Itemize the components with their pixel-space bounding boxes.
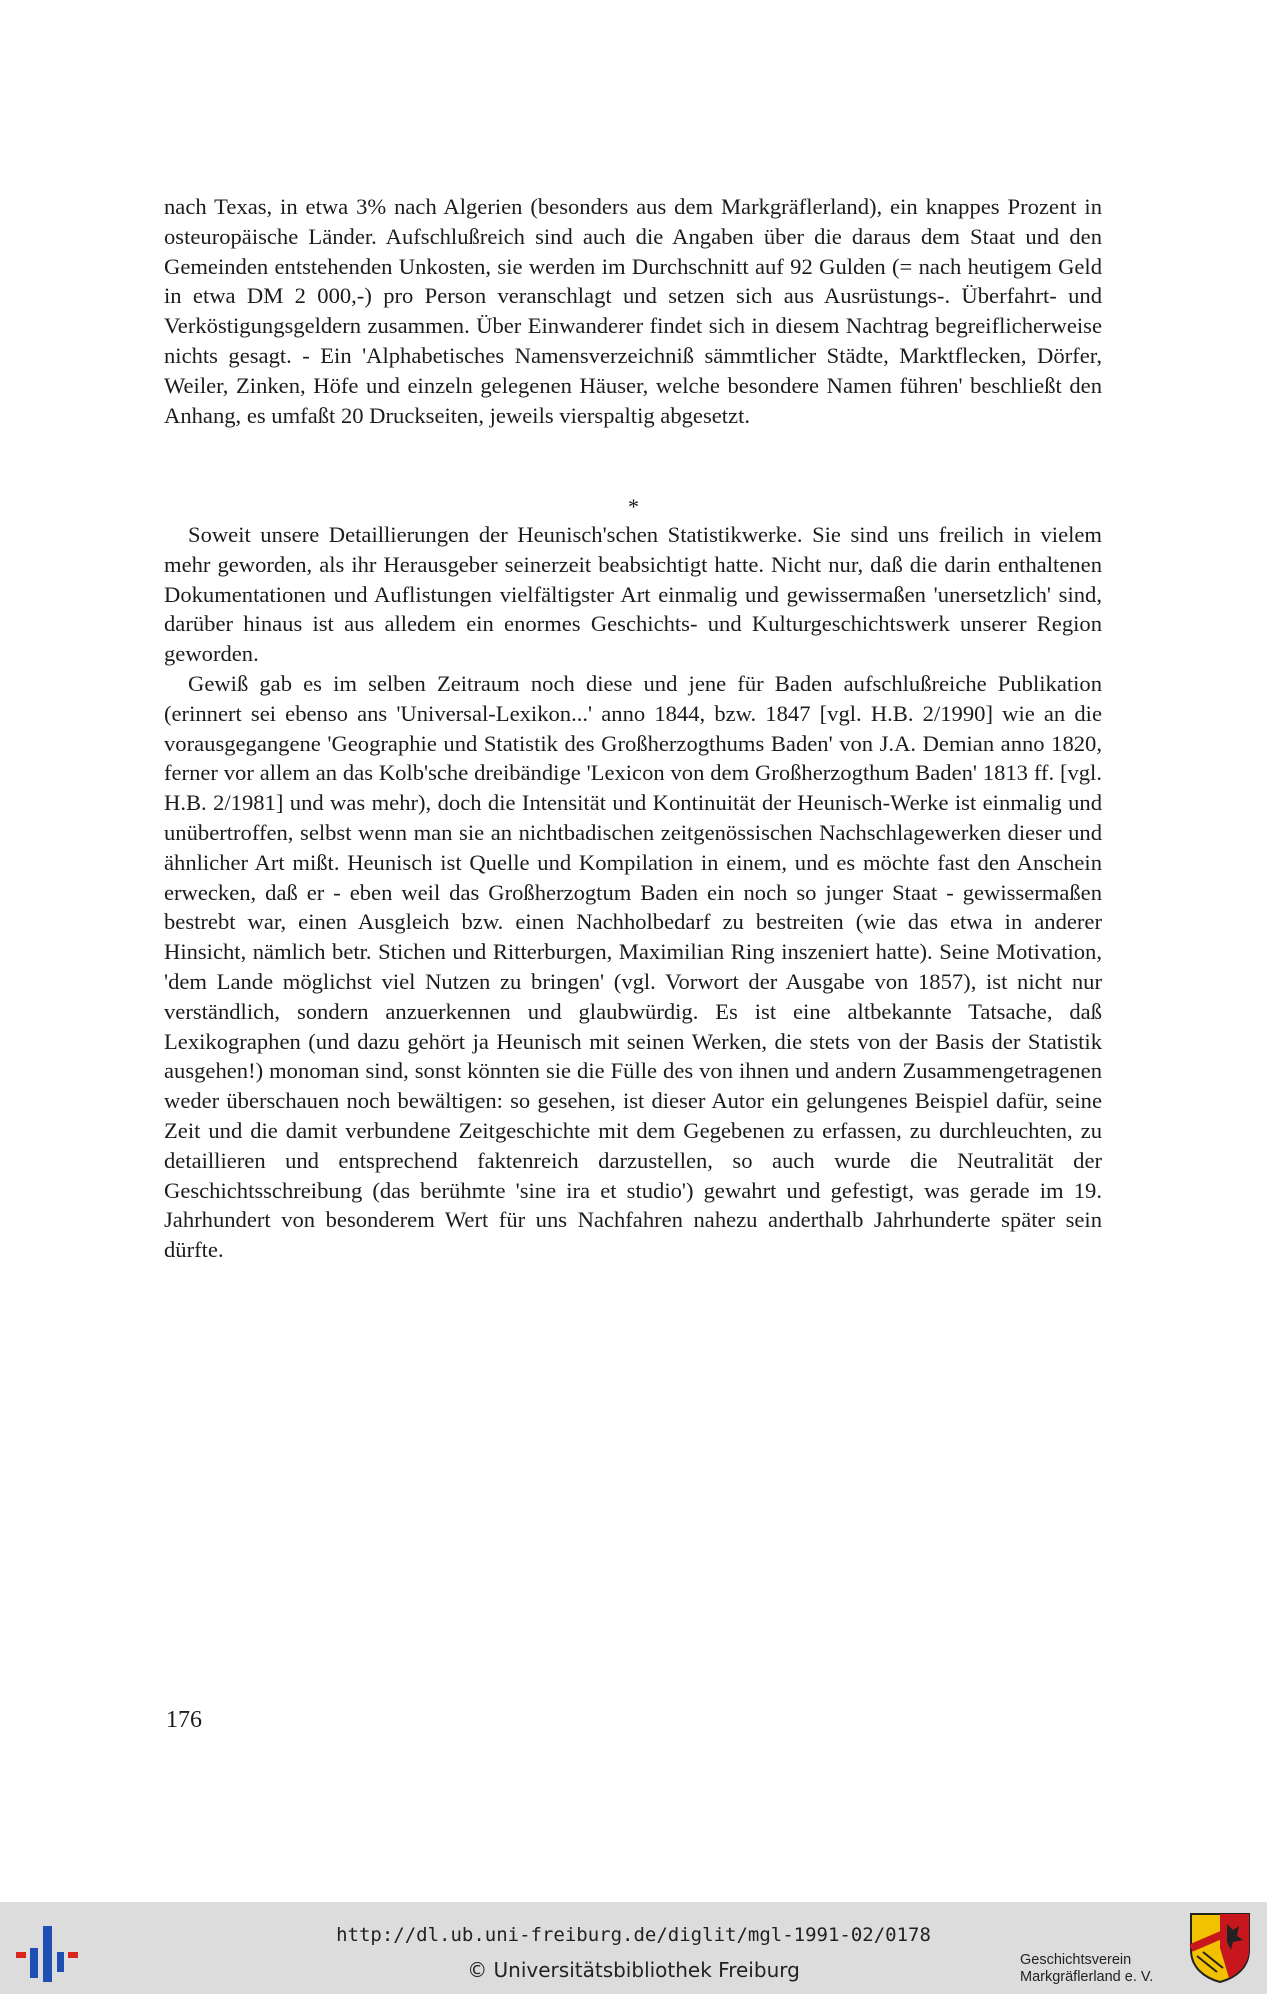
- society-name-line: Markgräflerland e. V.: [1020, 1969, 1154, 1985]
- society-name-line: Geschichtsverein: [1020, 1952, 1132, 1968]
- text-section-1: [164, 192, 1102, 430]
- page-number: 176: [166, 1707, 202, 1733]
- text-section-2: [164, 520, 1102, 1265]
- society-name: [1020, 1952, 1180, 1986]
- paragraph: Soweit unsere Detaillierungen der Heunisch'schen Statistikwerke. Sie sind uns freilich in vielem mehr geworden, als ihr Herausgeber seinerzeit beabsichtigt hatte. Nicht nur, daß die darin enthaltenen Dokumentationen und Auflistungen vielfältigster Art einmalig und gewissermaßen 'unersetzlich' sind, darüber hinaus ist aus alledem ein enormes Geschichts- und Kulturgeschichtswerk unserer Region geworden.: [164, 522, 1102, 667]
- coat-of-arms-icon[interactable]: [1189, 1912, 1251, 1984]
- paragraph: Gewiß gab es im selben Zeitraum noch diese und jene für Baden aufschlußreiche Publikation (erinnert sei ebenso ans 'Universal-Lexikon...' anno 1844, bzw. 1847 [vgl. H.B. 2/1990] wie an die vorausgegangene 'Geographie und Statistik des Großherzogthums Baden' von J.A. Demian anno 1820, ferner vor allem an das Kolb'sche dreibändige 'Lexicon von dem Großherzogthum Baden' 1813 ff. [vgl. H.B. 2/1981] und was mehr), doch die Intensität und Kontinuität der Heunisch-Werke ist einmalig und unübertroffen, selbst wenn man sie an nichtbadischen zeitgenössischen Nachschlagewerken dieser und ähnlicher Art mißt. Heunisch ist Quelle und Kompilation in einem, und es möchte fast den Anschein erwecken, daß er - eben weil das Großherzogtum Baden ein noch so junger Staat - gewissermaßen bestrebt war, einen Ausgleich bzw. einen Nachholbedarf zu bestreiten (wie das etwa in anderer Hinsicht, nämlich betr. Stichen und Ritterburgen, Maximilian Ring inszeniert hatte). Seine Motivation, 'dem Lande möglichst viel Nutzen zu bringen' (vgl. Vorwort der Ausgabe von 1857), ist nicht nur verständlich, sondern anzuerkennen und glaubwürdig. Es ist eine altbekannte Tatsache, daß Lexikographen (und dazu gehört ja Heunisch mit seinen Werken, die stets von der Basis der Statistik ausgehen!) monoman sind, sonst könnten sie die Fülle des von ihnen und andern Zusammengetragenen weder überschauen noch bewältigen: so gesehen, ist dieser Autor ein gelungenes Beispiel dafür, seine Zeit und die damit verbundene Zeitgeschichte mit dem Gegebenen zu erfassen, zu durchleuchten, zu detaillieren und entsprechend faktenreich darzustellen, so auch wurde die Neutralität der Geschichtsschreibung (das berühmte 'sine ira et studio') gewahrt und gefestigt, was gerade im 19. Jahrhundert von besonderem Wert für uns Nachfahren nahezu anderthalb Jahrhunderte später sein dürfte.: [164, 670, 1102, 1263]
- footer-bar: [0, 1902, 1267, 1994]
- paragraph: nach Texas, in etwa 3% nach Algerien (besonders aus dem Markgräflerland), ein knappes Prozent in osteuropäische Länder. Aufschlußreich sind auch die Angaben über die daraus dem Staat und den Gemeinden entstehenden Unkosten, sie werden im Durchschnitt auf 92 Gulden (= nach heutigem Geld in etwa DM 2 000,-) pro Person veranschlagt und setzen sich aus Ausrüstungs-. Überfahrt- und Verköstigungsgeldern zusammen. Über Einwanderer findet sich in diesem Nachtrag begreiflicherweise nichts gesagt. - Ein 'Alphabetisches Namensverzeichniß sämmtlicher Städte, Marktflecken, Dörfer, Weiler, Zinken, Höfe und einzeln gelegenen Häuser, welche besondere Namen führen' beschließt den Anhang, es umfaßt 20 Druckseiten, jeweils vierspaltig abgesetzt.: [164, 194, 1102, 428]
- permalink-url[interactable]: http://dl.ub.uni-freiburg.de/diglit/mgl-1991-02/0178: [336, 1924, 931, 1946]
- copyright-text: © Universitätsbibliothek Freiburg: [467, 1958, 800, 1982]
- section-separator: *: [628, 494, 639, 519]
